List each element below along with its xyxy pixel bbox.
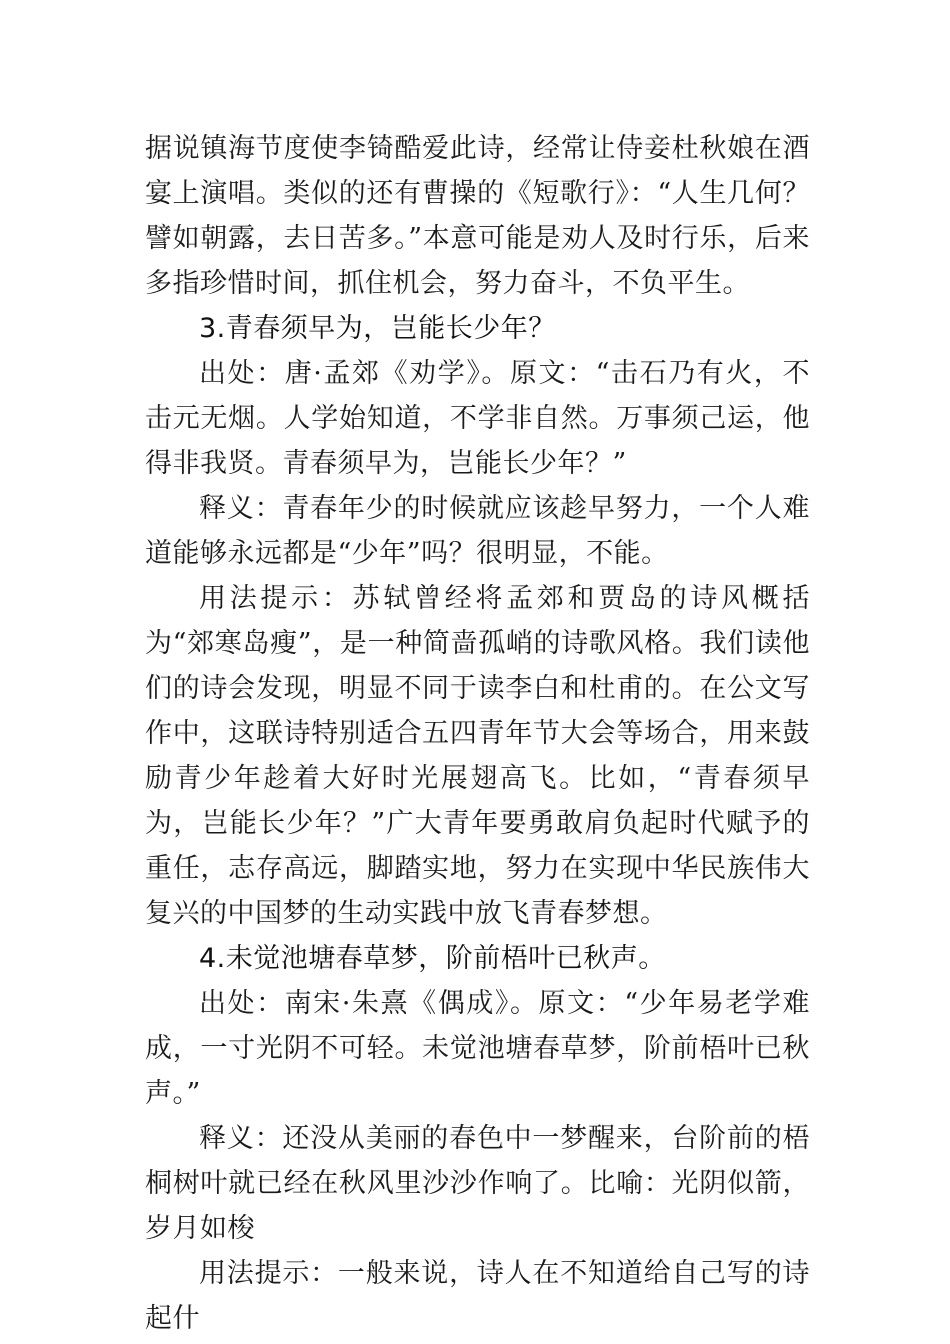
paragraph-usage-4: 用法提示：一般来说，诗人在不知道给自己写的诗起什: [145, 1258, 810, 1334]
paragraph-intro-continued: 据说镇海节度使李锜酷爱此诗，经常让侍妾杜秋娘在酒宴上演唱。类似的还有曹操的《短歌行》：“人生几何？譬如朝露，去日苦多。”本意可能是劝人及时行乐，后来多指珍惜时间，抓住机会，努力奋斗，不负平生。: [145, 133, 810, 299]
paragraph-usage-3: 用法提示：苏轼曾经将孟郊和贾岛的诗风概括为“郊寒岛瘦”，是一种简啬孤峭的诗歌风格。我们读他们的诗会发现，明显不同于读李白和杜甫的。在公文写作中，这联诗特别适合五四青年节大会等场合，用来鼓励青少年趁着大好时光展翅高飞。比如，“青春须早为，岂能长少年？”广大青年要勇敢肩负起时代赋予的重任，志存高远，脚踏实地，努力在实现中华民族伟大复兴的中国梦的生动实践中放飞青春梦想。: [145, 583, 810, 929]
document-body: [145, 126, 810, 1341]
paragraph-source-4: 出处：南宋·朱熹《偶成》。原文：“少年易老学难成，一寸光阴不可轻。未觉池塘春草梦，阶前梧叶已秋声。”: [145, 988, 810, 1109]
paragraph-meaning-3: 释义：青春年少的时候就应该趁早努力，一个人难道能够永远都是“少年”吗？很明显，不能。: [145, 493, 810, 569]
section-heading-4: 4.未觉池塘春草梦，阶前梧叶已秋声。: [199, 943, 666, 974]
paragraph-meaning-4: 释义：还没从美丽的春色中一梦醒来，台阶前的梧桐树叶就已经在秋风里沙沙作响了。比喻：光阴似箭，岁月如梭: [145, 1123, 810, 1244]
section-heading-3: 3.青春须早为，岂能长少年？: [199, 313, 556, 344]
paragraph-source-3: 出处：唐·孟郊《劝学》。原文：“击石乃有火，不击元无烟。人学始知道，不学非自然。万事须己运，他得非我贤。青春须早为，岂能长少年？”: [145, 358, 810, 479]
